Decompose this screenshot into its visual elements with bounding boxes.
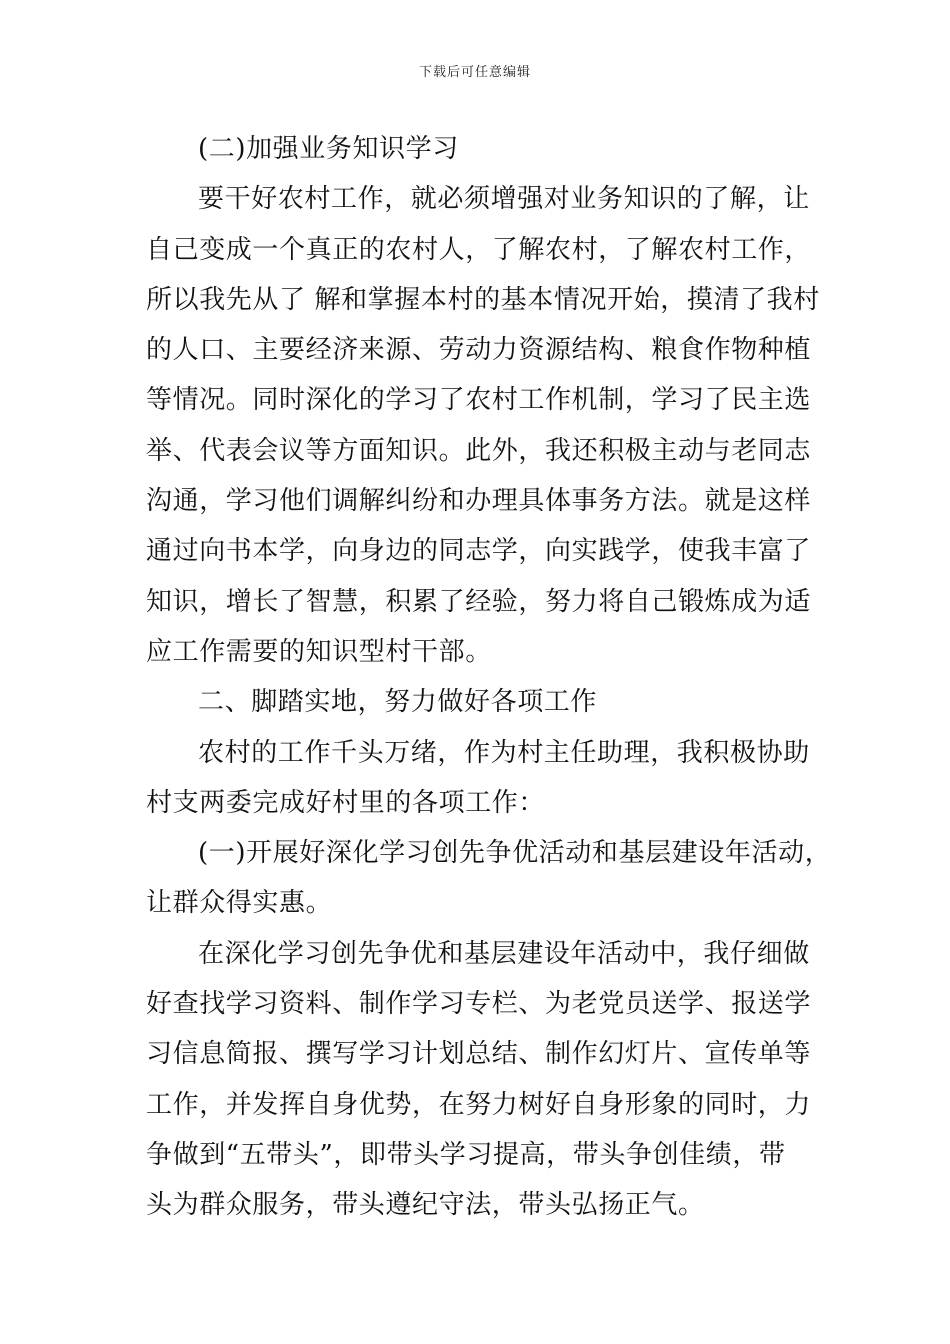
page-header-note: 下载后可任意编辑 [418,65,531,80]
paragraph-activities [146,929,826,1231]
text-line: 让群众得实惠。 [146,888,333,919]
paragraph-study [146,174,826,677]
text-line: 工作，并发挥自身优势，在努力树好自身形象的同时，力 [146,1089,812,1120]
subsection-heading-activities [146,828,832,929]
text-line: 知识，增长了智慧，积累了经验，努力将自己锻炼成为适 [146,586,812,617]
text-line: 举、代表会议等方面知识。此外，我还积极主动与老同志 [146,435,812,466]
text-line: 自己变成一个真正的农村人，了解农村，了解农村工作， [146,234,812,265]
document-body [146,124,832,1231]
text-line: 应工作需要的知识型村干部。 [146,636,492,667]
section-heading-work [146,677,826,727]
text-line: 农村的工作千头万绪，作为村主任助理，我积极协助 [198,737,810,768]
text-line: 通过向书本学，向身边的同志学，向实践学，使我丰富了 [146,536,812,567]
section-heading-study [146,124,826,174]
text-line: 等情况。同时深化的学习了农村工作机制，学习了民主选 [146,385,812,416]
text-line: 二、脚踏实地，努力做好各项工作 [198,687,598,718]
text-line: 村支两委完成好村里的各项工作： [146,787,546,818]
text-line: (一)开展好深化学习创先争优活动和基层建设年活动， [198,838,832,869]
paragraph-work-intro [146,728,826,829]
text-line: 在深化学习创先争优和基层建设年活动中，我仔细做 [198,938,810,969]
text-line: (二)加强业务知识学习 [198,134,459,164]
text-line: 沟通，学习他们调解纠纷和办理具体事务方法。就是这样 [146,486,812,517]
text-line: 要干好农村工作，就必须增强对业务知识的了解，让 [198,184,810,215]
text-line: 好查找学习资料、制作学习专栏、为老党员送学、报送学 [146,989,812,1020]
text-line: 争做到“五带头”，即带头学习提高，带头争创佳绩，带 [146,1139,786,1170]
text-line: 所以我先从了 解和掌握本村的基本情况开始，摸清了我村 [146,284,820,315]
text-line: 头为群众服务，带头遵纪守法，带头弘扬正气。 [146,1190,705,1221]
text-line: 的人口、主要经济来源、劳动力资源结构、粮食作物种植 [146,335,812,366]
text-line: 习信息简报、撰写学习计划总结、制作幻灯片、宣传单等 [146,1039,812,1070]
